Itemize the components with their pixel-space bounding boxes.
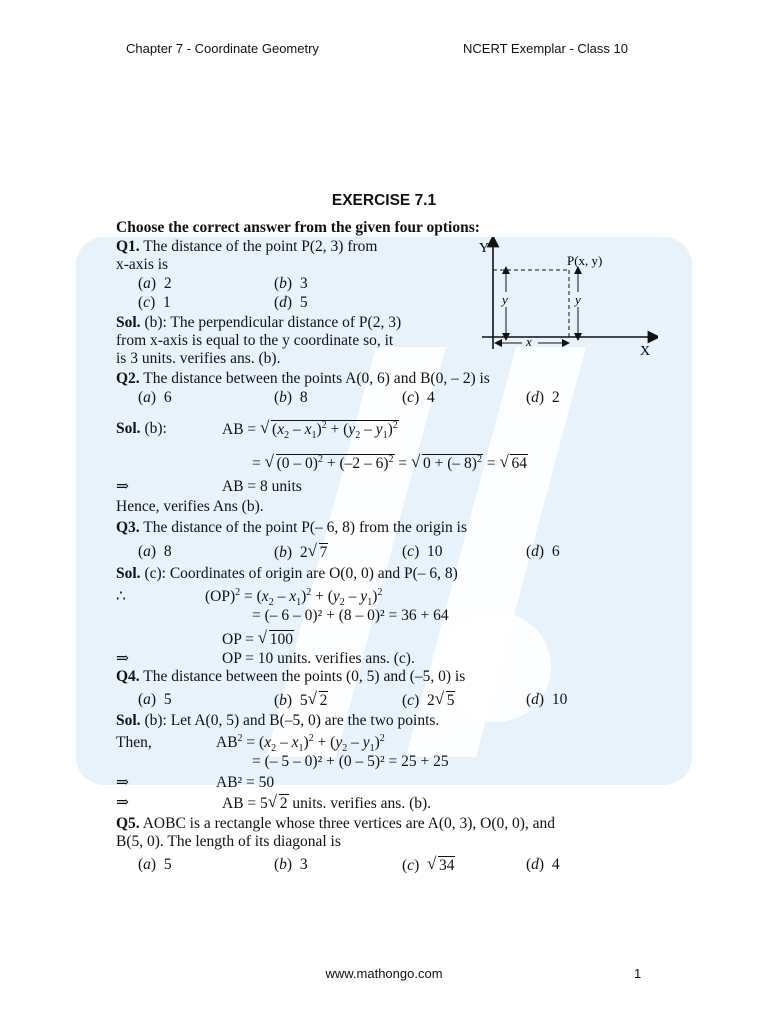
running-header-right: NCERT Exemplar - Class 10 xyxy=(463,41,628,56)
q2-option-b: (b) 8 xyxy=(274,389,308,406)
q2-formula-1: AB = √ $(x_2 - x_1)^2 + (y_2 - y_1)^2$ xyxy=(222,420,399,439)
q1-solution-line1: Sol. (b): The perpendicular distance of P(2, 3) xyxy=(116,314,402,331)
coordinate-figure xyxy=(478,237,658,361)
footer-url: www.mathongo.com xyxy=(325,966,443,981)
q1-option-d: (d) 5 xyxy=(274,294,308,311)
running-header-left: Chapter 7 - Coordinate Geometry xyxy=(126,41,319,56)
q2-option-d: (d) 2 xyxy=(526,389,560,406)
q2-formula-2: = √ (0 – 0)$^2$ + (–2 – 6)$^2$ = √ 0 + (– 8)$^2$ = √ 64 xyxy=(252,454,528,473)
q5-question: Q5. AOBC is a rectangle whose three vertices are A(0, 3), O(0, 0), and xyxy=(116,815,556,832)
seg-y-left: y xyxy=(502,292,508,307)
q2-option-a: (a) 6 xyxy=(138,389,172,406)
q3-formula-3: OP = √ 100 xyxy=(222,630,294,649)
q2-option-c: (c) 4 xyxy=(402,389,435,406)
q1-text: The distance of the point P(2, 3) from xyxy=(143,238,378,255)
q4-implies-symbol-2: ⇒ xyxy=(116,794,129,811)
q1-solution-line2: from x-axis is equal to the y coordinate so, it xyxy=(116,332,394,349)
q5-option-b: (b) 3 xyxy=(274,856,308,873)
q1-option-c: (c) 1 xyxy=(138,294,171,311)
x-axis-label: X xyxy=(640,344,651,359)
q3-option-c: (c) 10 xyxy=(402,543,443,560)
q3-option-a: (a) 8 xyxy=(138,543,172,560)
q2-result: AB = 8 units xyxy=(222,478,302,495)
q3-option-d: (d) 6 xyxy=(526,543,560,560)
q5-text-line2: B(5, 0). The length of its diagonal is xyxy=(116,833,341,850)
q3-solution: Sol. (c): Coordinates of origin are O(0, 0) and P(– 6, 8) xyxy=(116,565,458,582)
q4-formula-1: $AB^2 = (x_2 - x_1)^2 + (y_2 - y_1)^2$ xyxy=(216,732,385,755)
exercise-title: EXERCISE 7.1 xyxy=(331,192,437,209)
q4-question: Q4. The distance between the points (0, 5) and (–5, 0) is xyxy=(116,668,466,685)
q1-text-line2: x-axis is xyxy=(116,256,169,273)
q4-option-d: (d) 10 xyxy=(526,691,568,708)
q4-option-b: (b) 5√ 2 xyxy=(274,691,328,710)
q2-implies-symbol: ⇒ xyxy=(116,478,129,495)
q1-question xyxy=(116,238,377,256)
q5-option-a: (a) 5 xyxy=(138,856,172,873)
q3-formula-2: = (– 6 – 0)² + (8 – 0)² = 36 + 64 xyxy=(252,607,449,624)
q3-implies-symbol: ⇒ xyxy=(116,650,129,667)
q4-result: AB = 5√ 2 units. verifies ans. (b). xyxy=(222,794,431,813)
q4-solution: Sol. (b): Let A(0, 5) and B(–5, 0) are the two points. xyxy=(116,712,440,729)
q2-hence: Hence, verifies Ans (b). xyxy=(116,498,264,515)
q3-option-b: (b) 2√ 7 xyxy=(274,543,328,562)
y-axis-label: Y xyxy=(479,241,490,256)
q1-number: Q1. xyxy=(116,238,140,255)
page-number: 1 xyxy=(634,966,642,981)
q5-option-c: (c) √ 34 xyxy=(402,856,455,875)
q5-option-d: (d) 4 xyxy=(526,856,560,873)
q4-then: Then, xyxy=(116,734,152,751)
q4-formula-3: AB² = 50 xyxy=(216,774,275,791)
q4-option-a: (a) 5 xyxy=(138,691,172,708)
q1-option-b: (b) 3 xyxy=(274,275,308,292)
q2-solution-label: Sol. (b): xyxy=(116,420,167,437)
q4-implies-symbol-1: ⇒ xyxy=(116,774,129,791)
q3-formula-1: $(OP)^2 = (x_2 - x_1)^2 + (y_2 - y_1)^2$ xyxy=(205,586,383,609)
q1-solution-line3: is 3 units. verifies ans. (b). xyxy=(116,350,281,367)
instruction: Choose the correct answer from the given four options: xyxy=(116,219,480,236)
seg-x: x xyxy=(526,334,532,349)
seg-y-right: y xyxy=(575,292,581,307)
q3-question: Q3. The distance of the point P(– 6, 8) from the origin is xyxy=(116,519,468,536)
q3-result: OP = 10 units. verifies ans. (c). xyxy=(222,650,415,667)
q3-therefore-symbol: ∴ xyxy=(116,588,126,605)
q1-option-a: (a) 2 xyxy=(138,275,172,292)
q4-formula-2: = (– 5 – 0)² + (0 – 5)² = 25 + 25 xyxy=(252,753,449,770)
point-label: P(x, y) xyxy=(567,253,603,268)
q2-question: Q2. The distance between the points A(0, 6) and B(0, – 2) is xyxy=(116,370,490,387)
q4-option-c: (c) 2√ 5 xyxy=(402,691,455,710)
